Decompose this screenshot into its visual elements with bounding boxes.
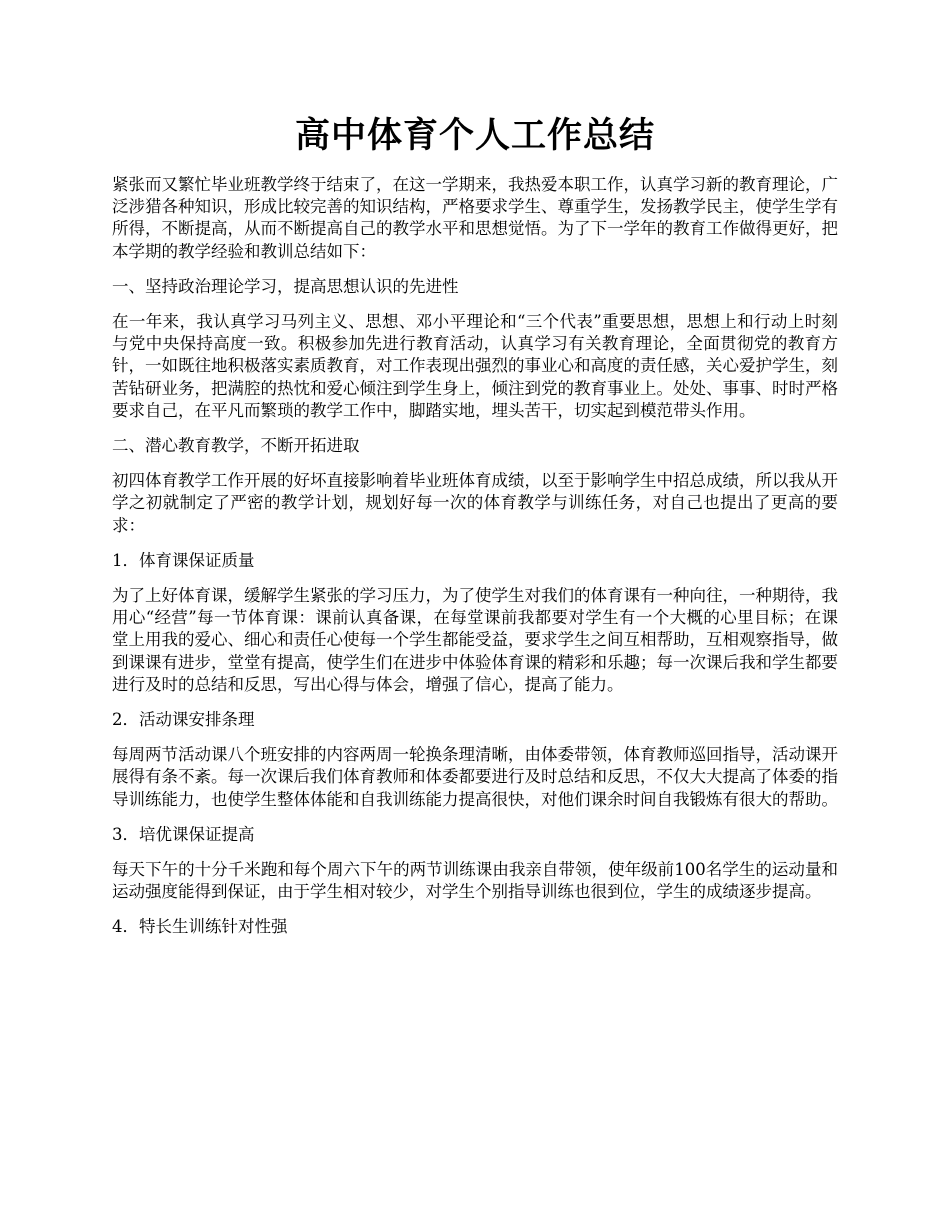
intro-paragraph: 紧张而又繁忙毕业班教学终于结束了，在这一学期来，我热爱本职工作，认真学习新的教育理论，广泛涉猎各种知识，形成比较完善的知识结构，严格要求学生、尊重学生，发扬教学民主，使学生学有所得，不断提高，从而不断提高自己的教学水平和思想觉悟。为了下一学年的教育工作做得更好，把本学期的教学经验和教训总结如下：	[112, 175, 838, 261]
subsection-heading-4: 4．特长生训练针对性强	[112, 917, 288, 937]
subsection-heading-1: 1．体育课保证质量	[112, 550, 255, 570]
subsection-heading-3: 3．培优课保证提高	[112, 824, 255, 844]
subsection-heading-2: 2．活动课安排条理	[112, 710, 255, 730]
section-2-paragraph: 初四体育教学工作开展的好坏直接影响着毕业班体育成绩，以至于影响学生中招总成绩，所以我从开学之初就制定了严密的教学计划，规划好每一次的体育教学与训练任务，对自己也提出了更高的要求：	[112, 471, 838, 535]
document-body	[112, 174, 838, 939]
section-heading-1: 一、坚持政治理论学习，提高思想认识的先进性	[112, 276, 459, 296]
subsection-3-paragraph: 每天下午的十分千米跑和每个周六下午的两节训练课由我亲自带领，使年级前100名学生的运动量和运动强度能得到保证，由于学生相对较少，对学生个别指导训练也很到位，学生的成绩逐步提高。	[112, 860, 838, 902]
subsection-1-paragraph: 为了上好体育课，缓解学生紧张的学习压力，为了使学生对我们的体育课有一种向往，一种期待，我用心“经营”每一节体育课：课前认真备课，在每堂课前我都要对学生有一个大概的心里目标；在课堂上用我的爱心、细心和责任心使每一个学生都能受益，要求学生之间互相帮助，互相观察指导，做到课课有进步，堂堂有提高，使学生们在进步中体验体育课的精彩和乐趣；每一次课后我和学生都要进行及时的总结和反思，写出心得与体会，增强了信心，提高了能力。	[112, 586, 838, 694]
subsection-2-paragraph: 每周两节活动课八个班安排的内容两周一轮换条理清晰，由体委带领，体育教师巡回指导，活动课开展得有条不紊。每一次课后我们体育教师和体委都要进行及时总结和反思，不仅大大提高了体委的指导训练能力，也使学生整体体能和自我训练能力提高很快，对他们课余时间自我锻炼有很大的帮助。	[112, 745, 838, 809]
section-heading-2: 二、潜心教育教学，不断开拓进取	[112, 436, 360, 456]
document-title: 高中体育个人工作总结	[294, 115, 655, 156]
section-1-paragraph: 在一年来，我认真学习马列主义、思想、邓小平理论和“三个代表”重要思想，思想上和行动上时刻与党中央保持高度一致。积极参加先进行教育活动，认真学习有关教育理论，全面贯彻党的教育方针，一如既往地积极落实素质教育，对工作表现出强烈的事业心和高度的责任感，关心爱护学生，刻苦钻研业务，把满腔的热忱和爱心倾注到学生身上，倾注到党的教育事业上。处处、事事、时时严格要求自己，在平凡而繁琐的教学工作中，脚踏实地，埋头苦干，切实起到模范带头作用。	[112, 312, 838, 420]
